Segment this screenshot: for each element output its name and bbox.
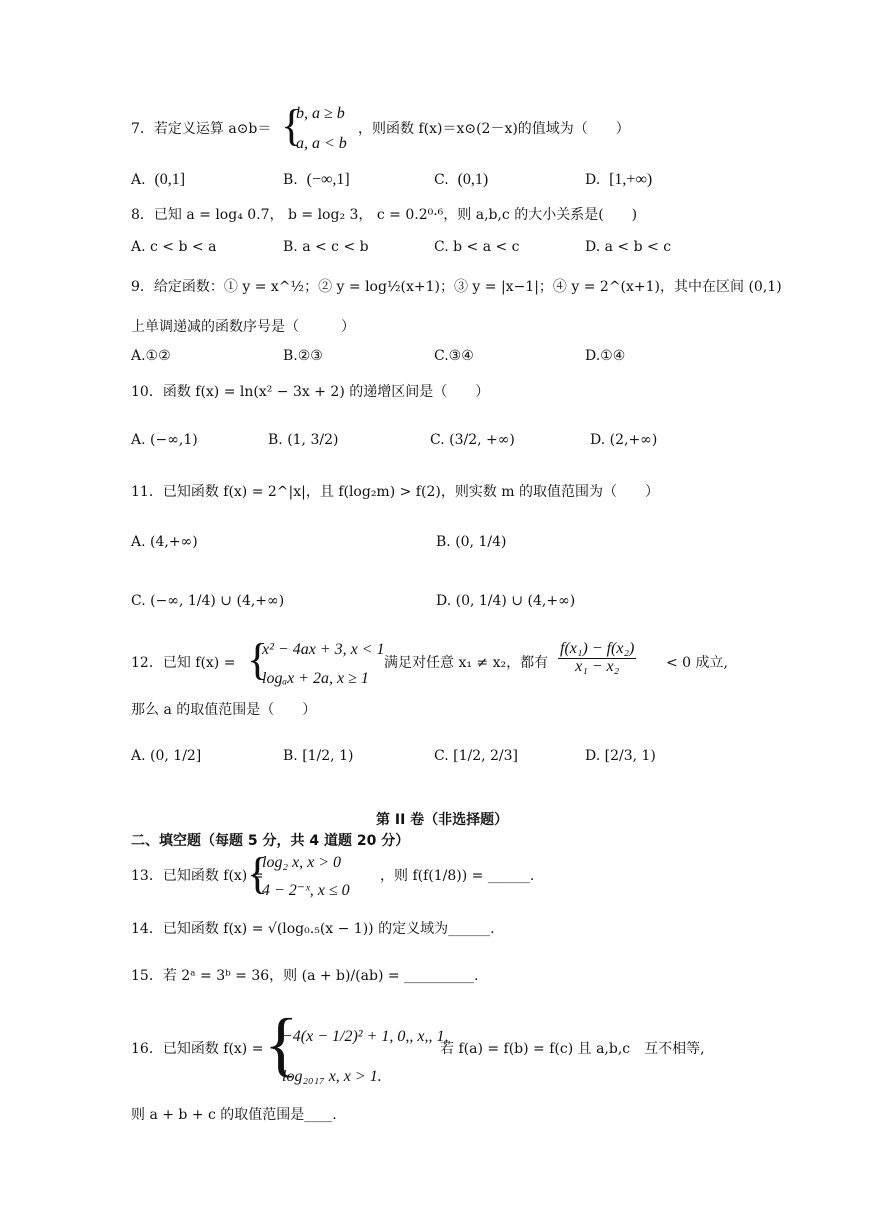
q10-option-b[interactable]: B. (1, 3/2): [268, 432, 339, 448]
q8-option-c[interactable]: C. b < a < c: [434, 239, 520, 255]
q9-stem: 9．给定函数：① y = x^½；② y = log½(x+1)；③ y = |x−1|；④ y = 2^(x+1)，其中在区间 (0,1): [131, 279, 782, 295]
q10-option-d[interactable]: D. (2,+∞): [590, 432, 658, 448]
q12-option-d[interactable]: D. [2/3, 1): [585, 748, 656, 764]
q13-case1: log₂ x, x > 0: [262, 854, 342, 871]
q9-option-a[interactable]: A.①②: [131, 348, 171, 364]
q12-numerator: f(x₁) − f(x₂): [560, 640, 635, 657]
q12-prefix: 12．已知 f(x) =: [131, 655, 236, 671]
q10-stem: 10．函数 f(x) = ln(x² − 3x + 2) 的递增区间是（ ）: [131, 384, 490, 400]
q11-option-c[interactable]: C. (−∞, 1/4) ∪ (4,+∞): [131, 593, 285, 609]
q16-case1: −4(x − 1/2)² + 1, 0,, x,, 1,: [282, 1028, 449, 1045]
q12-option-c[interactable]: C. [1/2, 2/3]: [434, 748, 518, 764]
q10-option-c[interactable]: C. (3/2, +∞): [430, 432, 515, 448]
q12-case2: logₐx + 2a, x ≥ 1: [262, 670, 369, 687]
q12-option-b[interactable]: B. [1/2, 1): [283, 748, 354, 764]
q7-option-a[interactable]: A. (0,1]: [131, 171, 186, 188]
q12-denominator: x₁ − x₂: [575, 657, 620, 675]
q16-case2: log₂₀₁₇ x, x > 1.: [282, 1068, 382, 1085]
q13-case2: 4 − 2⁻ˣ, x ≤ 0: [262, 882, 350, 899]
q13-suffix: ，则 f(f(1/8)) = ______.: [380, 868, 535, 884]
q9-option-d[interactable]: D.①④: [585, 348, 626, 364]
q8-stem: 8．已知 a = log₄ 0.7， b = log₂ 3， c = 0.2⁰·⁶，则 a,b,c 的大小关系是( ): [131, 207, 638, 223]
q7-option-d[interactable]: D. [1,+∞): [585, 171, 653, 188]
q12-fraction: [556, 641, 638, 676]
q7-stem: [131, 121, 271, 138]
q15-stem: 15．若 2ᵃ = 3ᵇ = 36，则 (a + b)/(ab) = __________.: [131, 968, 479, 984]
q12-option-a[interactable]: A. (0, 1/2]: [131, 748, 202, 764]
q7-option-b[interactable]: B. (−∞,1]: [283, 171, 350, 188]
q9-option-c[interactable]: C.③④: [434, 348, 474, 364]
q7-suffix: ，则函数 f(x)＝x⊙(2－x)的值域为（ ）: [358, 121, 630, 137]
q16-suffix: 若 f(a) = f(b) = f(c) 且 a,b,c 互不相等,: [440, 1041, 705, 1057]
q16-prefix: 16．已知函数 f(x) =: [131, 1041, 264, 1057]
q11-option-b[interactable]: B. (0, 1/4): [436, 534, 507, 550]
q11-option-a[interactable]: A. (4,+∞): [131, 534, 198, 550]
q7-brace: {: [281, 101, 303, 150]
q13-brace: {: [247, 849, 269, 898]
q7-prefix: 7．若定义运算 a⊙b＝: [131, 121, 272, 137]
q9-stem-line2: 上单调递减的函数序号是（ ）: [131, 319, 355, 335]
q12-case1: x² − 4ax + 3, x < 1: [262, 641, 385, 658]
q16-stem-line2: 则 a + b + c 的取值范围是____.: [131, 1107, 337, 1123]
q13-prefix: 13．已知函数 f(x) =: [131, 868, 264, 884]
q8-option-b[interactable]: B. a < c < b: [283, 239, 369, 255]
section-part: 二、填空题（每题 5 分，共 4 道题 20 分）: [131, 833, 410, 849]
q12-brace: {: [247, 635, 269, 684]
section-title: 第 II 卷（非选择题）: [376, 812, 509, 828]
q12-middle: 满足对任意 x₁ ≠ x₂，都有: [384, 655, 549, 671]
q10-option-a[interactable]: A. (−∞,1): [131, 432, 198, 448]
q14-stem: 14．已知函数 f(x) = √(log₀.₅(x − 1)) 的定义域为______.: [131, 921, 495, 937]
q11-option-d[interactable]: D. (0, 1/4) ∪ (4,+∞): [436, 593, 576, 609]
q9-option-b[interactable]: B.②③: [283, 348, 323, 364]
q12-suffix: < 0 成立,: [666, 655, 728, 671]
q8-option-d[interactable]: D. a < b < c: [585, 239, 672, 255]
q7-option-c[interactable]: C. (0,1): [434, 171, 489, 188]
q16-brace: {: [264, 1004, 299, 1084]
q8-option-a[interactable]: A. c < b < a: [131, 239, 217, 255]
q11-stem: 11．已知函数 f(x) = 2^|x|，且 f(log₂m) > f(2)，则实数 m 的取值范围为（ ）: [131, 484, 659, 500]
q12-stem-line2: 那么 a 的取值范围是（ ）: [131, 702, 317, 718]
q7-case1: b, a ≥ b: [296, 105, 345, 122]
q7-case2: a, a < b: [296, 135, 347, 152]
